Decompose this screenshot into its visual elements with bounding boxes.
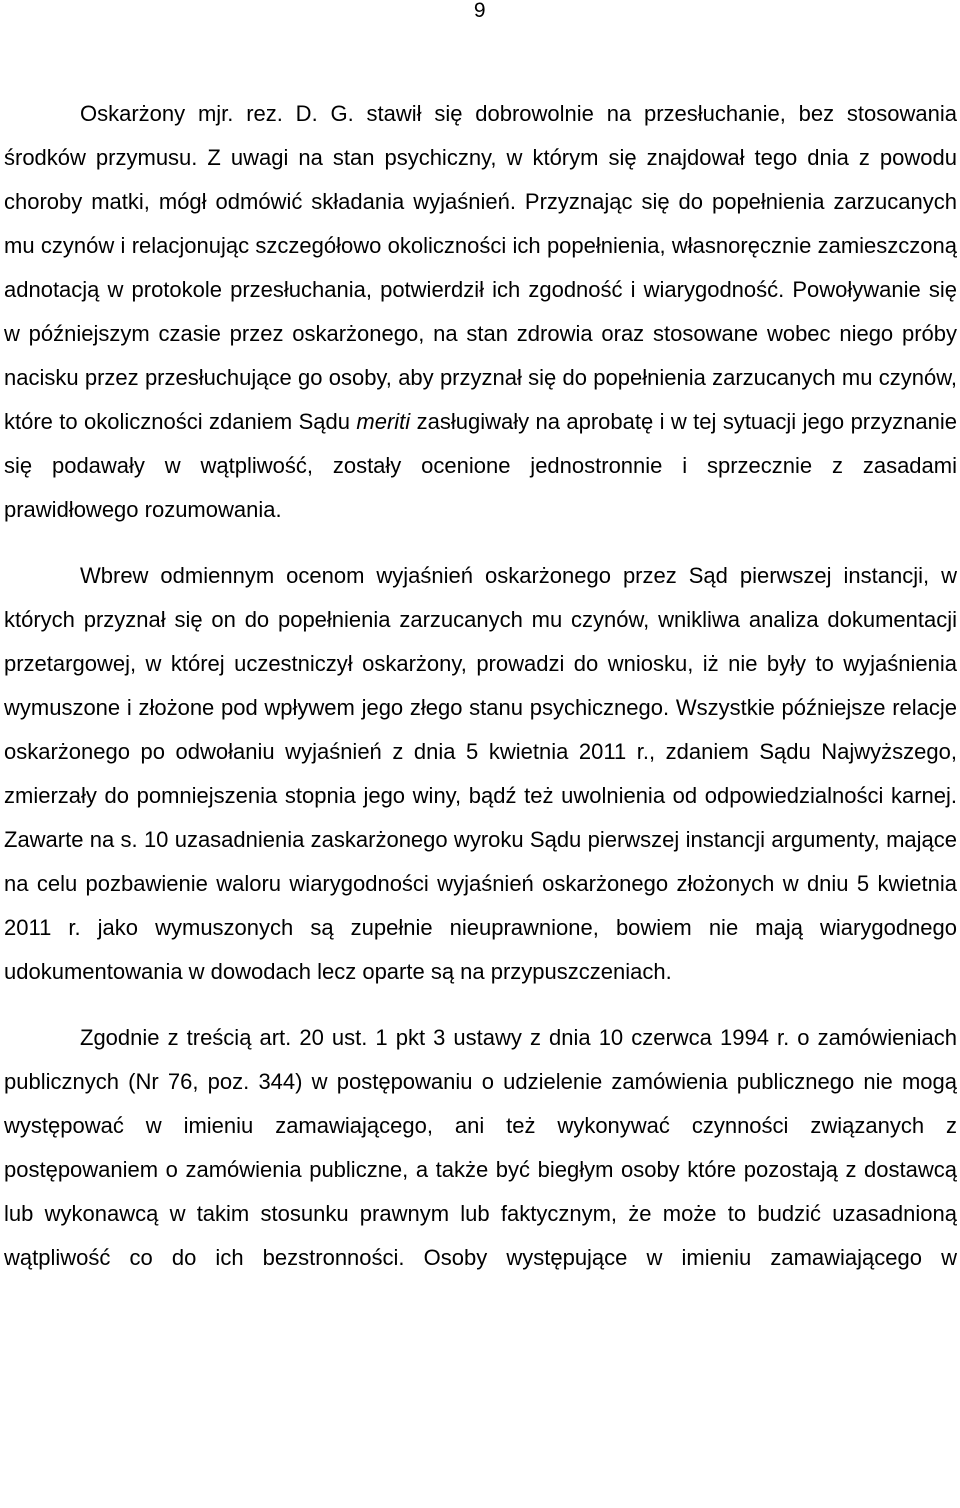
paragraph-1 (4, 92, 957, 532)
paragraph-1-text-end: zasługiwały na aprobatę i w tej sytuacji jego przyznanie się podawały w wątpliwość, zostały ocenione jednostronnie i sprzecznie z zasadami prawidłowego rozumowania. (4, 409, 957, 522)
paragraph-1-text-start: Oskarżony mjr. rez. D. G. stawił się dobrowolnie na przesłuchanie, bez stosowania środków przymusu. Z uwagi na stan psychiczny, w którym się znajdował tego dnia z powodu choroby matki, mógł odmówić składania wyjaśnień. Przyznając się do popełnienia zarzucanych mu czynów i relacjonując szczegółowo okoliczności ich popełnienia, własnoręcznie zamieszczoną adnotacją w protokole przesłuchania, potwierdził ich zgodność i wiarygodność. Powoływanie się w późniejszym czasie przez oskarżonego, na stan zdrowia oraz stosowane wobec niego próby nacisku przez przesłuchujące go osoby, aby przyznał się do popełnienia zarzucanych mu czynów, które to okoliczności zdaniem Sądu (4, 101, 957, 434)
latin-term-meriti: meriti (356, 409, 411, 434)
paragraph-2: Wbrew odmiennym ocenom wyjaśnień oskarżonego przez Sąd pierwszej instancji, w których przyznał się on do popełnienia zarzucanych mu czynów, wnikliwa analiza dokumentacji przetargowej, w której uczestniczył oskarżony, prowadzi do wniosku, iż nie były to wyjaśnienia wymuszone i złożone pod wpływem jego złego stanu psychicznego. Wszystkie późniejsze relacje oskarżonego po odwołaniu wyjaśnień z dnia 5 kwietnia 2011 r., zdaniem Sądu Najwyższego, zmierzały do pomniejszenia stopnia jego winy, bądź też uwolnienia od odpowiedzialności karnej. Zawarte na s. 10 uzasadnienia zaskarżonego wyroku Sądu pierwszej instancji argumenty, mające na celu pozbawienie waloru wiarygodności wyjaśnień oskarżonego złożonych w dniu 5 kwietnia 2011 r. jako wymuszonych są zupełnie nieuprawnione, bowiem nie mają wiarygodnego udokumentowania w dowodach lecz oparte są na przypuszczeniach. (4, 563, 957, 984)
document-body (4, 92, 957, 1280)
paragraph-3: Zgodnie z treścią art. 20 ust. 1 pkt 3 ustawy z dnia 10 czerwca 1994 r. o zamówieniach publicznych (Nr 76, poz. 344) w postępowaniu o udzielenie zamówienia publicznego nie mogą występować w imieniu zamawiającego, ani też wykonywać czynności związanych z postępowaniem o zamówienia publiczne, a także być biegłym osoby które pozostają z dostawcą lub wykonawcą w takim stosunku prawnym lub faktycznym, że może to budzić uzasadnioną wątpliwość co do ich bezstronności. Osoby występujące w imieniu zamawiającego w (4, 1025, 957, 1270)
page-number: 9 (473, 0, 487, 22)
